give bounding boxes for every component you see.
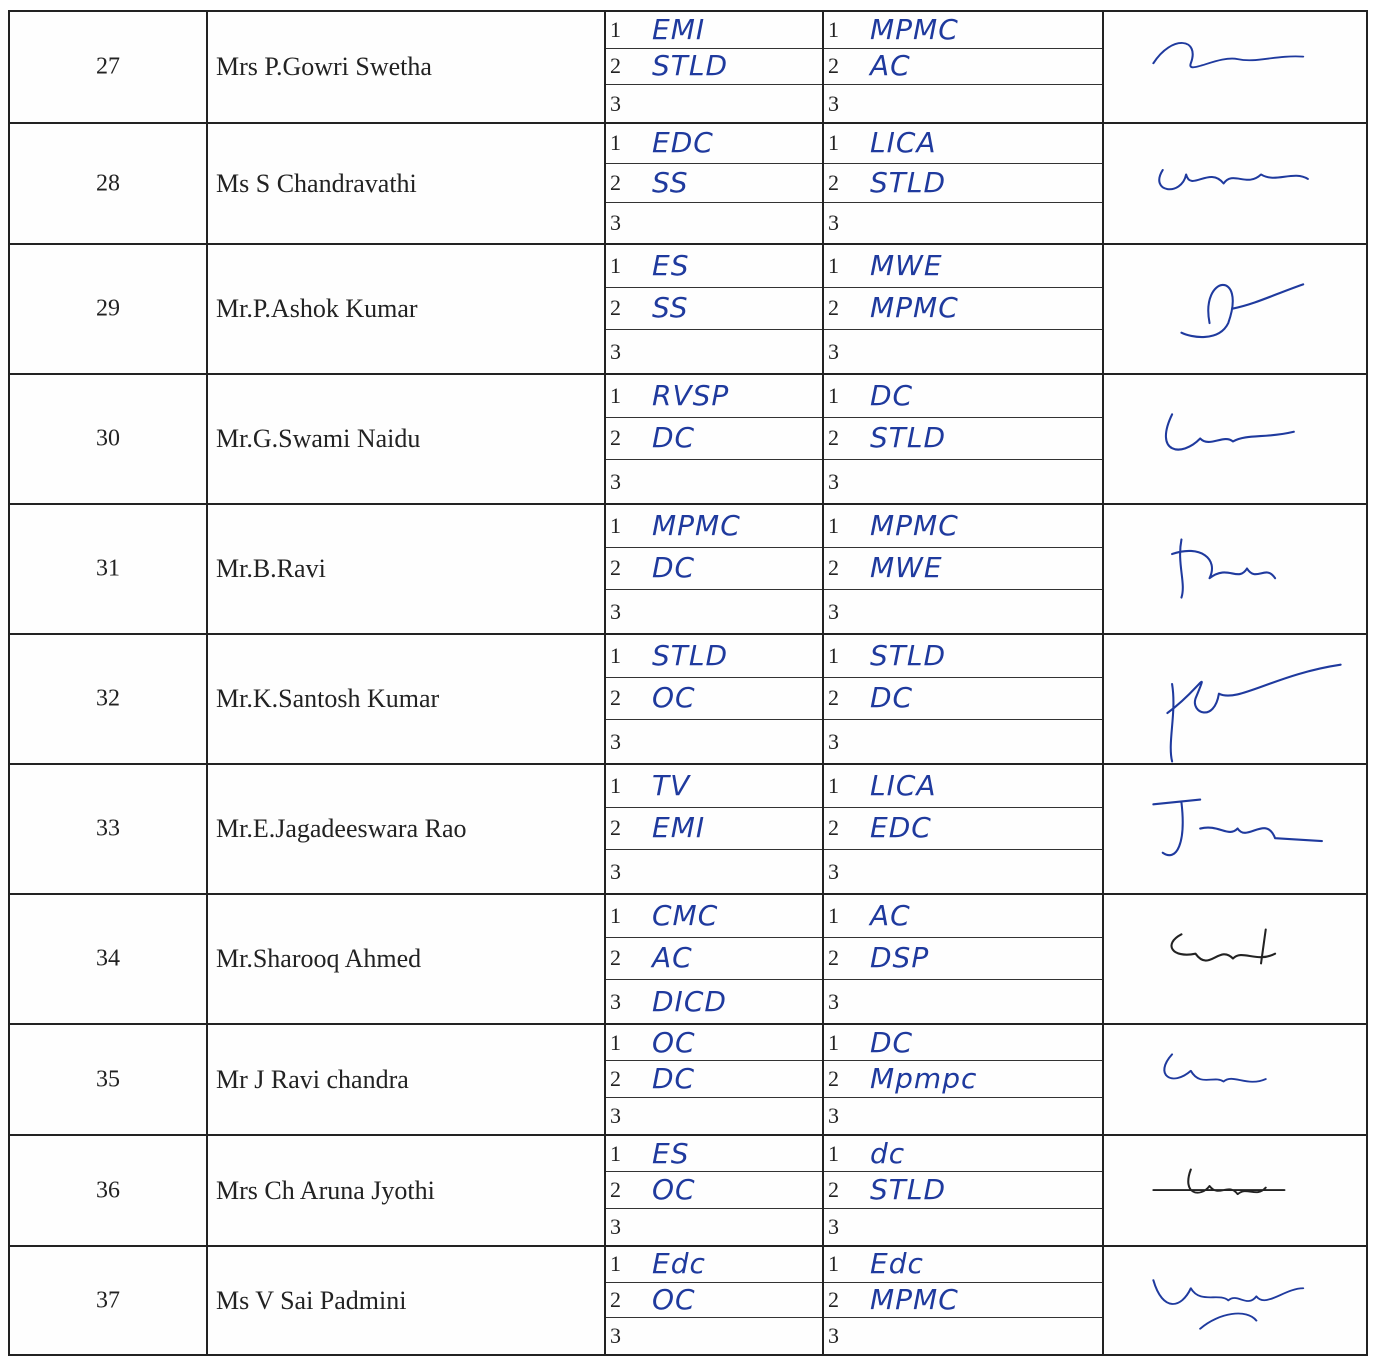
signature-cell bbox=[1104, 505, 1366, 633]
faculty-name: Mr.G.Swami Naidu bbox=[216, 424, 421, 453]
subject-choice-set-1 bbox=[606, 1136, 824, 1245]
faculty-name: Ms V Sai Padmini bbox=[216, 1285, 407, 1315]
handwritten-subject: MPMC bbox=[652, 508, 741, 542]
signature-cell bbox=[1104, 375, 1366, 503]
subject-choice-set-2 bbox=[824, 505, 1104, 633]
choice-line bbox=[606, 1025, 822, 1061]
choice-number: 3 bbox=[828, 598, 839, 624]
choice-number: 1 bbox=[828, 512, 839, 538]
choice-line bbox=[824, 590, 1102, 633]
handwritten-subject: STLD bbox=[870, 638, 947, 672]
handwritten-signature bbox=[1144, 915, 1350, 1002]
choice-line bbox=[824, 808, 1102, 851]
choice-number: 2 bbox=[828, 295, 839, 321]
serial-number: 27 bbox=[96, 53, 120, 80]
choice-number: 3 bbox=[828, 988, 839, 1014]
handwritten-subject: EMI bbox=[652, 811, 706, 845]
signature-cell bbox=[1104, 245, 1366, 373]
subject-choice-set-2 bbox=[824, 1247, 1104, 1354]
subject-choice-set-1 bbox=[606, 375, 824, 503]
handwritten-subject: ES bbox=[652, 1136, 690, 1170]
subject-choice-set-2 bbox=[824, 245, 1104, 373]
choice-number: 1 bbox=[610, 130, 621, 156]
choice-line bbox=[824, 1318, 1102, 1354]
handwritten-subject: EDC bbox=[652, 126, 714, 160]
choice-line bbox=[824, 245, 1102, 288]
signature-cell bbox=[1104, 895, 1366, 1023]
faculty-name: Mr J Ravi chandra bbox=[216, 1064, 409, 1094]
choice-number: 2 bbox=[610, 169, 621, 195]
handwritten-subject: DSP bbox=[870, 941, 930, 975]
choice-line bbox=[824, 1283, 1102, 1319]
choice-number: 3 bbox=[610, 468, 621, 494]
choice-line bbox=[606, 850, 822, 893]
handwritten-signature bbox=[1144, 1042, 1350, 1116]
choice-line bbox=[824, 720, 1102, 763]
choice-number: 3 bbox=[610, 598, 621, 624]
choice-line bbox=[606, 1136, 822, 1172]
name-cell bbox=[208, 765, 606, 893]
choice-number: 3 bbox=[828, 338, 839, 364]
table-row bbox=[10, 635, 1366, 765]
handwritten-subject: dc bbox=[870, 1136, 906, 1170]
choice-number: 2 bbox=[828, 53, 839, 79]
signature-cell bbox=[1104, 635, 1366, 763]
table-row bbox=[10, 245, 1366, 375]
handwritten-signature bbox=[1144, 30, 1350, 105]
subject-choice-set-2 bbox=[824, 895, 1104, 1023]
choice-line bbox=[606, 1098, 822, 1134]
choice-number: 2 bbox=[610, 555, 621, 581]
serial-number: 28 bbox=[96, 170, 120, 196]
handwritten-subject: STLD bbox=[870, 421, 947, 455]
choice-line bbox=[606, 1283, 822, 1319]
subject-choice-set-1 bbox=[606, 12, 824, 122]
choice-line bbox=[606, 418, 822, 461]
faculty-name: Mr.B.Ravi bbox=[216, 554, 326, 583]
choice-number: 1 bbox=[610, 772, 621, 798]
handwritten-subject: STLD bbox=[870, 165, 947, 199]
handwritten-signature bbox=[1144, 265, 1350, 352]
choice-number: 2 bbox=[828, 945, 839, 971]
table-row bbox=[10, 895, 1366, 1025]
choice-number: 3 bbox=[828, 1323, 839, 1349]
choice-number: 1 bbox=[828, 772, 839, 798]
choice-number: 2 bbox=[610, 1176, 621, 1202]
choice-number: 1 bbox=[610, 1140, 621, 1166]
choice-number: 1 bbox=[828, 130, 839, 156]
choice-number: 1 bbox=[828, 1140, 839, 1166]
serial-cell bbox=[10, 635, 208, 763]
choice-number: 3 bbox=[828, 210, 839, 236]
choice-line bbox=[824, 85, 1102, 122]
handwritten-signature bbox=[1144, 395, 1350, 482]
choice-line bbox=[606, 765, 822, 808]
choice-number: 3 bbox=[610, 1102, 621, 1128]
faculty-name: Mr.P.Ashok Kumar bbox=[216, 294, 418, 323]
choice-line bbox=[824, 1136, 1102, 1172]
table-row bbox=[10, 505, 1366, 635]
subject-choice-set-2 bbox=[824, 1136, 1104, 1245]
table-row bbox=[10, 1247, 1366, 1354]
handwritten-subject: STLD bbox=[652, 638, 729, 672]
table-row bbox=[10, 375, 1366, 505]
choice-line bbox=[824, 288, 1102, 331]
choice-line bbox=[606, 164, 822, 204]
table-row bbox=[10, 124, 1366, 245]
choice-line bbox=[824, 1209, 1102, 1245]
choice-number: 1 bbox=[828, 642, 839, 668]
choice-number: 3 bbox=[828, 468, 839, 494]
handwritten-subject: AC bbox=[870, 898, 911, 932]
serial-cell bbox=[10, 124, 208, 243]
serial-number: 36 bbox=[96, 1177, 120, 1203]
choice-number: 2 bbox=[610, 1286, 621, 1312]
choice-line bbox=[606, 895, 822, 938]
serial-cell bbox=[10, 895, 208, 1023]
choice-line bbox=[606, 1061, 822, 1097]
handwritten-subject: OC bbox=[652, 1172, 696, 1206]
choice-number: 1 bbox=[610, 1251, 621, 1277]
serial-cell bbox=[10, 245, 208, 373]
choice-line bbox=[606, 938, 822, 981]
choice-line bbox=[824, 164, 1102, 204]
choice-line bbox=[606, 505, 822, 548]
subject-choice-set-1 bbox=[606, 124, 824, 243]
choice-line bbox=[606, 49, 822, 86]
choice-line bbox=[824, 1247, 1102, 1283]
handwritten-subject: EDC bbox=[870, 811, 932, 845]
choice-number: 3 bbox=[610, 1213, 621, 1239]
choice-number: 3 bbox=[610, 338, 621, 364]
choice-number: 2 bbox=[610, 1065, 621, 1091]
choice-number: 2 bbox=[610, 685, 621, 711]
choice-line bbox=[824, 1098, 1102, 1134]
choice-line bbox=[606, 203, 822, 243]
handwritten-subject: AC bbox=[652, 941, 693, 975]
subject-choice-set-2 bbox=[824, 124, 1104, 243]
choice-number: 2 bbox=[828, 425, 839, 451]
handwritten-subject: DICD bbox=[652, 984, 727, 1018]
choice-number: 2 bbox=[828, 1286, 839, 1312]
table-row bbox=[10, 765, 1366, 895]
choice-line bbox=[824, 635, 1102, 678]
serial-number: 35 bbox=[96, 1066, 120, 1092]
handwritten-subject: AC bbox=[870, 49, 911, 83]
choice-number: 1 bbox=[610, 902, 621, 928]
handwritten-subject: OC bbox=[652, 1025, 696, 1059]
table-row bbox=[10, 12, 1366, 124]
choice-line bbox=[606, 1172, 822, 1208]
subject-choice-set-1 bbox=[606, 1025, 824, 1134]
name-cell bbox=[208, 245, 606, 373]
subject-choice-set-2 bbox=[824, 12, 1104, 122]
handwritten-subject: MPMC bbox=[870, 1282, 959, 1316]
signature-cell bbox=[1104, 765, 1366, 893]
name-cell bbox=[208, 635, 606, 763]
choice-line bbox=[606, 590, 822, 633]
choice-line bbox=[824, 418, 1102, 461]
handwritten-subject: CMC bbox=[652, 898, 719, 932]
choice-line bbox=[606, 980, 822, 1023]
handwritten-signature bbox=[1144, 785, 1350, 872]
choice-line bbox=[824, 678, 1102, 721]
handwritten-subject: DC bbox=[652, 1061, 696, 1095]
choice-number: 3 bbox=[828, 728, 839, 754]
choice-line bbox=[824, 203, 1102, 243]
faculty-name: Mr.E.Jagadeeswara Rao bbox=[216, 814, 467, 843]
serial-number: 32 bbox=[96, 685, 120, 712]
name-cell bbox=[208, 505, 606, 633]
handwritten-signature bbox=[1144, 655, 1350, 742]
choice-number: 2 bbox=[828, 1176, 839, 1202]
handwritten-signature bbox=[1144, 1153, 1350, 1227]
choice-line bbox=[824, 938, 1102, 981]
subject-choice-set-2 bbox=[824, 765, 1104, 893]
choice-number: 1 bbox=[610, 382, 621, 408]
faculty-name: Mr.K.Santosh Kumar bbox=[216, 684, 440, 713]
signature-cell bbox=[1104, 1136, 1366, 1245]
handwritten-subject: DC bbox=[652, 551, 696, 585]
signature-cell bbox=[1104, 1247, 1366, 1354]
choice-line bbox=[824, 765, 1102, 808]
name-cell bbox=[208, 375, 606, 503]
handwritten-subject: RVSP bbox=[652, 378, 730, 412]
choice-line bbox=[824, 850, 1102, 893]
choice-line bbox=[606, 548, 822, 591]
table-row bbox=[10, 1025, 1366, 1136]
handwritten-subject: SS bbox=[652, 291, 689, 325]
handwritten-subject: STLD bbox=[652, 49, 729, 83]
choice-number: 1 bbox=[610, 512, 621, 538]
handwritten-subject: MWE bbox=[870, 248, 943, 282]
handwritten-subject: LICA bbox=[870, 126, 937, 160]
choice-number: 3 bbox=[828, 858, 839, 884]
handwritten-subject: DC bbox=[870, 681, 914, 715]
handwritten-subject: Mpmpc bbox=[870, 1061, 978, 1095]
serial-cell bbox=[10, 1025, 208, 1134]
handwritten-subject: MPMC bbox=[870, 12, 959, 46]
handwritten-subject: Edc bbox=[652, 1247, 706, 1281]
choice-line bbox=[606, 1247, 822, 1283]
choice-number: 2 bbox=[610, 945, 621, 971]
faculty-name: Mr.Sharooq Ahmed bbox=[216, 944, 422, 973]
choice-number: 2 bbox=[610, 425, 621, 451]
choice-line bbox=[824, 460, 1102, 503]
choice-number: 1 bbox=[610, 16, 621, 42]
handwritten-subject: MPMC bbox=[870, 508, 959, 542]
choice-number: 1 bbox=[828, 902, 839, 928]
handwritten-subject: Edc bbox=[870, 1247, 924, 1281]
signature-cell bbox=[1104, 124, 1366, 243]
subject-choice-set-1 bbox=[606, 635, 824, 763]
choice-line bbox=[606, 288, 822, 331]
handwritten-subject: SS bbox=[652, 165, 689, 199]
serial-cell bbox=[10, 765, 208, 893]
choice-line bbox=[606, 460, 822, 503]
handwritten-signature bbox=[1144, 1264, 1350, 1337]
signature-cell bbox=[1104, 1025, 1366, 1134]
choice-line bbox=[824, 1025, 1102, 1061]
preference-table bbox=[8, 10, 1368, 1356]
serial-number: 37 bbox=[96, 1287, 120, 1313]
choice-line bbox=[824, 1172, 1102, 1208]
handwritten-subject: LICA bbox=[870, 768, 937, 802]
serial-number: 33 bbox=[96, 815, 120, 842]
choice-line bbox=[824, 505, 1102, 548]
choice-number: 2 bbox=[610, 815, 621, 841]
handwritten-subject: OC bbox=[652, 1282, 696, 1316]
serial-number: 29 bbox=[96, 295, 120, 322]
choice-number: 1 bbox=[828, 252, 839, 278]
faculty-name: Mrs P.Gowri Swetha bbox=[216, 52, 432, 81]
choice-line bbox=[824, 980, 1102, 1023]
choice-line bbox=[606, 245, 822, 288]
choice-number: 3 bbox=[610, 90, 621, 116]
name-cell bbox=[208, 895, 606, 1023]
serial-cell bbox=[10, 12, 208, 122]
choice-number: 3 bbox=[610, 210, 621, 236]
choice-number: 2 bbox=[828, 555, 839, 581]
subject-choice-set-2 bbox=[824, 375, 1104, 503]
choice-number: 2 bbox=[828, 815, 839, 841]
handwritten-subject: DC bbox=[652, 421, 696, 455]
faculty-name: Mrs Ch Aruna Jyothi bbox=[216, 1175, 435, 1205]
name-cell bbox=[208, 12, 606, 122]
faculty-name: Ms S Chandravathi bbox=[216, 168, 417, 198]
handwritten-signature bbox=[1144, 143, 1350, 224]
choice-number: 1 bbox=[828, 16, 839, 42]
choice-line bbox=[824, 548, 1102, 591]
serial-cell bbox=[10, 1136, 208, 1245]
choice-line bbox=[824, 895, 1102, 938]
choice-line bbox=[606, 85, 822, 122]
choice-line bbox=[824, 330, 1102, 373]
serial-number: 31 bbox=[96, 555, 120, 582]
choice-number: 3 bbox=[610, 728, 621, 754]
subject-choice-set-1 bbox=[606, 505, 824, 633]
name-cell bbox=[208, 1247, 606, 1354]
choice-line bbox=[606, 808, 822, 851]
subject-choice-set-1 bbox=[606, 1247, 824, 1354]
choice-number: 1 bbox=[828, 1029, 839, 1055]
subject-choice-set-2 bbox=[824, 1025, 1104, 1134]
table-row bbox=[10, 1136, 1366, 1247]
choice-number: 1 bbox=[610, 1029, 621, 1055]
choice-line bbox=[606, 635, 822, 678]
choice-line bbox=[606, 720, 822, 763]
choice-line bbox=[606, 1209, 822, 1245]
choice-line bbox=[606, 12, 822, 49]
choice-line bbox=[824, 124, 1102, 164]
serial-number: 34 bbox=[96, 945, 120, 972]
choice-line bbox=[606, 1318, 822, 1354]
handwritten-subject: TV bbox=[652, 768, 691, 802]
choice-number: 2 bbox=[828, 685, 839, 711]
choice-line bbox=[824, 49, 1102, 86]
choice-number: 2 bbox=[828, 169, 839, 195]
choice-line bbox=[824, 1061, 1102, 1097]
choice-line bbox=[606, 678, 822, 721]
choice-number: 1 bbox=[610, 252, 621, 278]
signature-cell bbox=[1104, 12, 1366, 122]
handwritten-subject: DC bbox=[870, 378, 914, 412]
name-cell bbox=[208, 124, 606, 243]
choice-number: 3 bbox=[828, 1102, 839, 1128]
choice-number: 2 bbox=[828, 1065, 839, 1091]
handwritten-subject: MPMC bbox=[870, 291, 959, 325]
choice-number: 1 bbox=[610, 642, 621, 668]
choice-line bbox=[606, 330, 822, 373]
name-cell bbox=[208, 1136, 606, 1245]
subject-choice-set-1 bbox=[606, 765, 824, 893]
choice-number: 3 bbox=[828, 1213, 839, 1239]
serial-cell bbox=[10, 375, 208, 503]
serial-cell bbox=[10, 1247, 208, 1354]
handwritten-subject: ES bbox=[652, 248, 690, 282]
handwritten-signature bbox=[1144, 525, 1350, 612]
choice-line bbox=[606, 375, 822, 418]
choice-number: 3 bbox=[610, 988, 621, 1014]
handwritten-subject: DC bbox=[870, 1025, 914, 1059]
choice-line bbox=[824, 12, 1102, 49]
handwritten-subject: OC bbox=[652, 681, 696, 715]
choice-number: 3 bbox=[828, 90, 839, 116]
handwritten-subject: EMI bbox=[652, 12, 706, 46]
choice-line bbox=[824, 375, 1102, 418]
name-cell bbox=[208, 1025, 606, 1134]
handwritten-subject: MWE bbox=[870, 551, 943, 585]
choice-number: 2 bbox=[610, 53, 621, 79]
choice-number: 3 bbox=[610, 858, 621, 884]
choice-line bbox=[606, 124, 822, 164]
choice-number: 2 bbox=[610, 295, 621, 321]
choice-number: 1 bbox=[828, 1251, 839, 1277]
subject-choice-set-1 bbox=[606, 245, 824, 373]
subject-choice-set-1 bbox=[606, 895, 824, 1023]
serial-number: 30 bbox=[96, 425, 120, 452]
handwritten-subject: STLD bbox=[870, 1172, 947, 1206]
choice-number: 1 bbox=[828, 382, 839, 408]
serial-cell bbox=[10, 505, 208, 633]
subject-choice-set-2 bbox=[824, 635, 1104, 763]
choice-number: 3 bbox=[610, 1323, 621, 1349]
